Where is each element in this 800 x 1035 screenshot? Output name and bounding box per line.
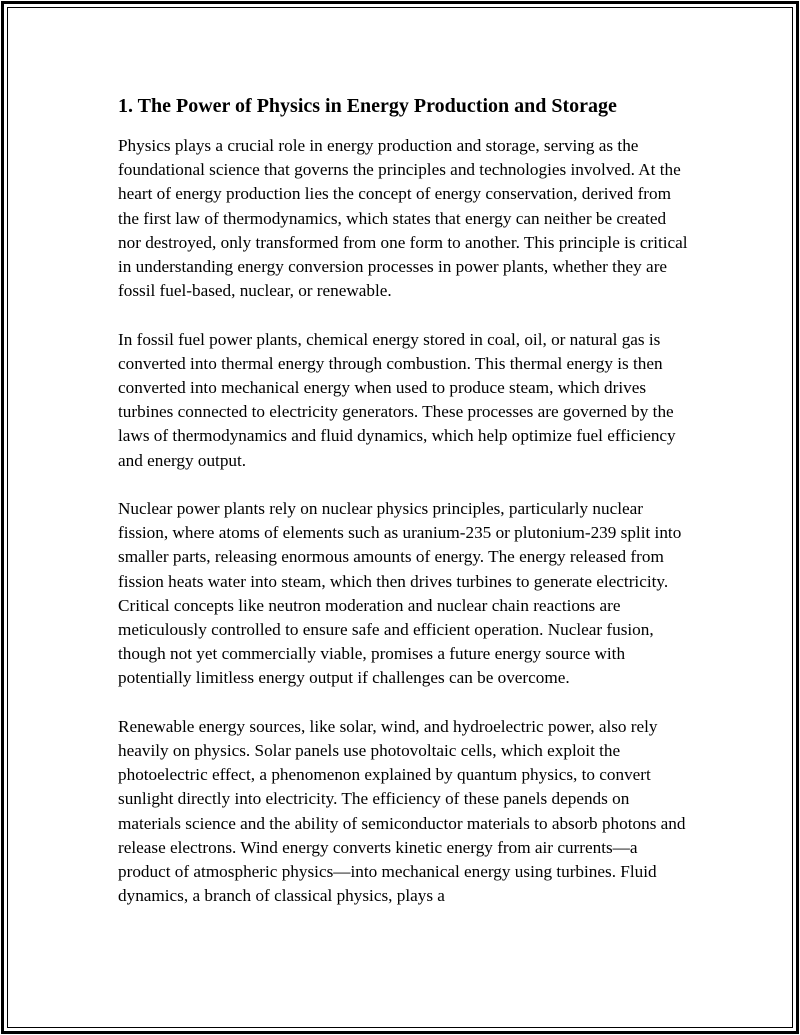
paragraph-nuclear: Nuclear power plants rely on nuclear physics principles, particularly nuclear fission, where atoms of elements such as uranium-235 or plutonium-239 split into smaller parts, releasing enormous amounts of energy. The energy released from fission heats water into steam, which then drives turbines to generate electricity. Critical concepts like neutron moderation and nuclear chain reactions are meticulously controlled to ensure safe and efficient operation. Nuclear fusion, though not yet commercially viable, promises a future energy source with potentially limitless energy output if challenges can be overcome. bbox=[118, 499, 682, 688]
paragraph-fossil-fuel: In fossil fuel power plants, chemical energy stored in coal, oil, or natural gas is converted into thermal energy through combustion. This thermal energy is then converted into mechanical energy when used to produce steam, which drives turbines connected to electricity generators. These processes are governed by the laws of thermodynamics and fluid dynamics, which help optimize fuel efficiency and energy output. bbox=[118, 329, 676, 470]
section-title: 1. The Power of Physics in Energy Production and Storage bbox=[118, 95, 617, 117]
paragraph-energy-conservation: Physics plays a crucial role in energy production and storage, serving as the foundational science that governs the principles and technologies involved. At the heart of energy production lies the concept of energy conservation, derived from the first law of thermodynamics, which states that energy can neither be created nor destroyed, only transformed from one form to another. This principle is critical in understanding energy conversion processes in power plants, whether they are fossil fuel-based, nuclear, or renewable. bbox=[118, 136, 688, 301]
paragraph-renewable: Renewable energy sources, like solar, wind, and hydroelectric power, also rely heavily on physics. Solar panels use photovoltaic cells, which exploit the photoelectric effect, a phenomenon explained by quantum physics, to convert sunlight directly into electricity. The efficiency of these panels depends on materials science and the ability of semiconductor materials to absorb photons and release electrons. Wind energy converts kinetic energy from air currents—a product of atmospheric physics—into mechanical energy using turbines. Fluid dynamics, a branch of classical physics, plays a bbox=[118, 716, 686, 906]
document-body bbox=[118, 92, 688, 933]
